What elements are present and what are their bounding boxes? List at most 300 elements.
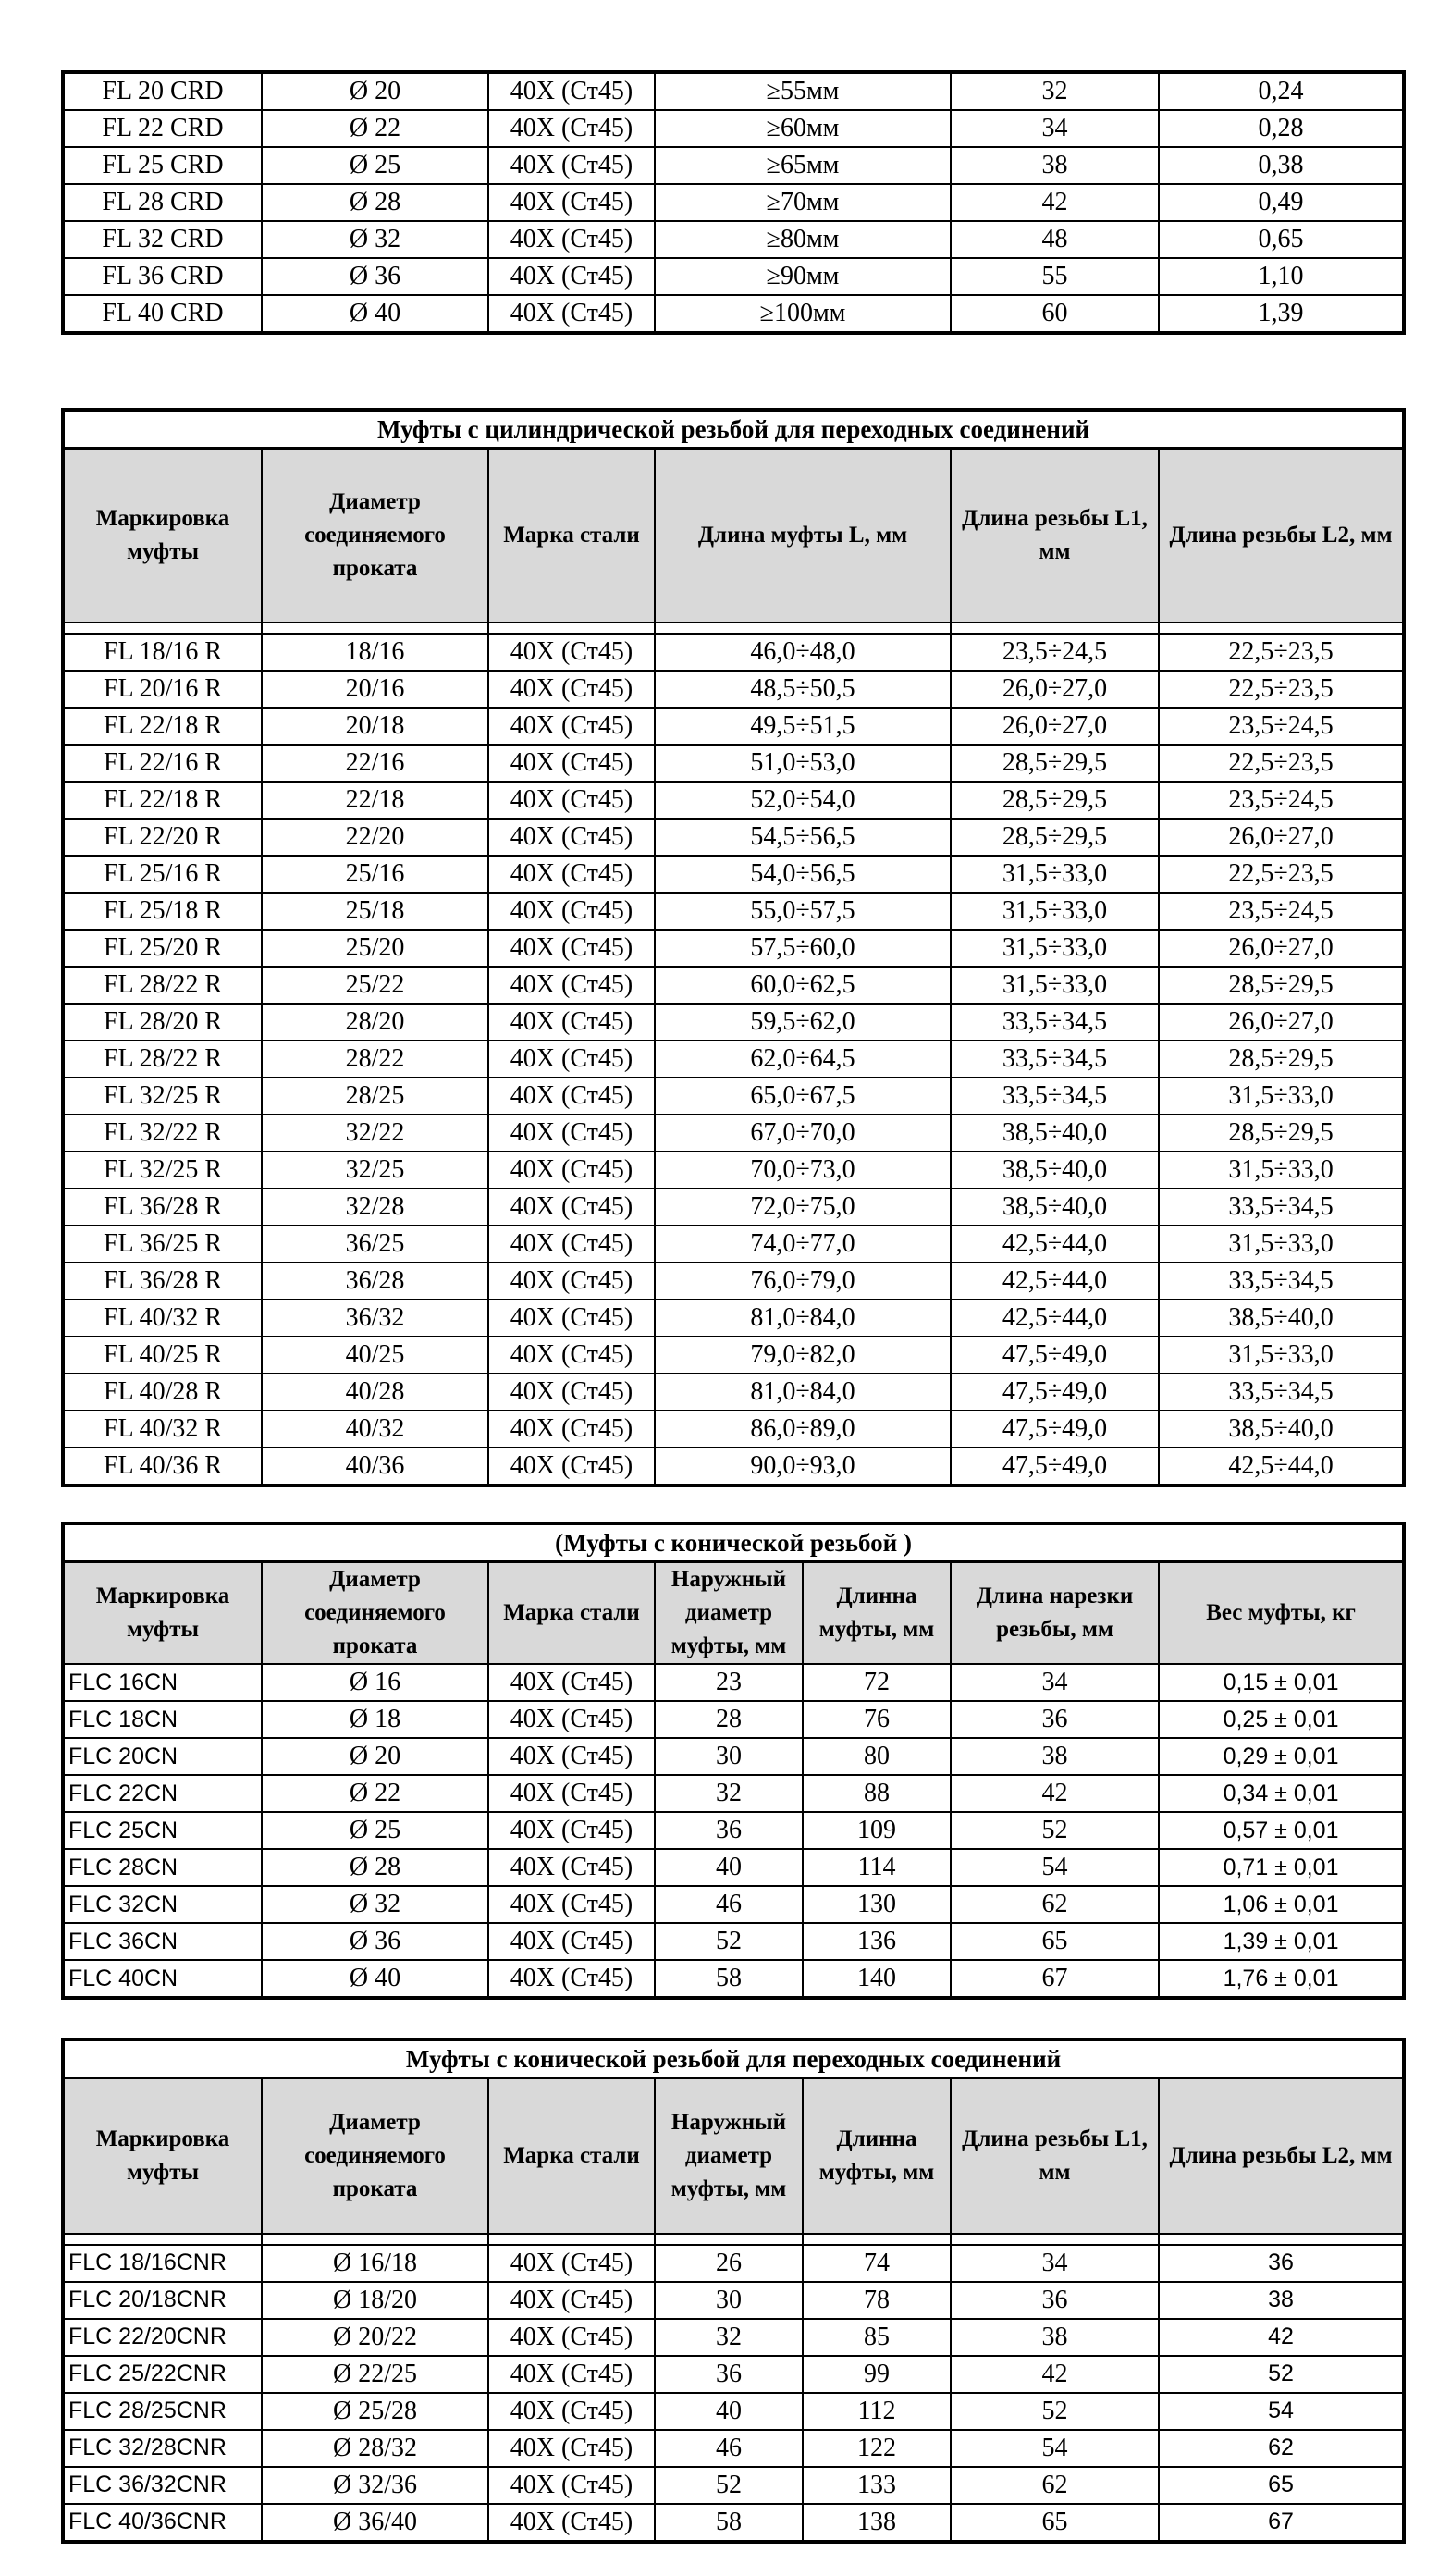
table-row	[63, 1886, 1404, 1923]
table-row	[63, 671, 1404, 708]
table-cell: 40Х (Ст45)	[488, 1775, 655, 1812]
table-cell: FL 22 CRD	[63, 110, 262, 147]
table-cell: FL 25/16 R	[63, 856, 262, 893]
table-cell: 33,5÷34,5	[1159, 1189, 1404, 1226]
table-cell: FL 22/16 R	[63, 745, 262, 782]
table-cell: 70,0÷73,0	[655, 1152, 951, 1189]
table-row	[63, 1226, 1404, 1263]
table-cell: 40Х (Ст45)	[488, 184, 655, 221]
table-cell: 36	[655, 2356, 803, 2393]
table-cell: 28,5÷29,5	[1159, 1041, 1404, 1078]
table-cell: 22/18	[262, 782, 488, 819]
table-cell: FL 36/25 R	[63, 1226, 262, 1263]
table-cell: 40Х (Ст45)	[488, 1374, 655, 1411]
table-cell: 34	[951, 1664, 1159, 1701]
table-cell: 40Х (Ст45)	[488, 2467, 655, 2504]
table-cell: 32/28	[262, 1189, 488, 1226]
table-cell: 26,0÷27,0	[1159, 819, 1404, 856]
column-header: Маркировка муфты	[63, 2078, 262, 2234]
table-row	[63, 1448, 1404, 1485]
table-cell: 46	[655, 2430, 803, 2467]
table-cell: FLC 18/16CNR	[63, 2245, 262, 2282]
table-cell: 40Х (Ст45)	[488, 2282, 655, 2319]
table-cell: 40Х (Ст45)	[488, 2393, 655, 2430]
table-cell: 138	[803, 2504, 951, 2542]
table-cell: 28/25	[262, 1078, 488, 1115]
table-cell: 38,5÷40,0	[1159, 1411, 1404, 1448]
table-cell: 31,5÷33,0	[1159, 1152, 1404, 1189]
table-cell: 0,15 ± 0,01	[1159, 1664, 1404, 1701]
table-cell: FL 32 CRD	[63, 221, 262, 258]
column-header: Длинна муфты, мм	[803, 1562, 951, 1665]
table-cell: 32	[951, 72, 1159, 110]
table-conical-transition-couplings	[61, 2038, 1406, 2544]
table-cell: 48	[951, 221, 1159, 258]
table-cell: 33,5÷34,5	[1159, 1263, 1404, 1300]
table-cell: 28,5÷29,5	[1159, 1115, 1404, 1152]
table-cell: FLC 20CN	[63, 1738, 262, 1775]
table-cell: 32	[655, 2319, 803, 2356]
table-cell: 0,49	[1159, 184, 1404, 221]
table-cell: Ø 22	[262, 1775, 488, 1812]
table-cell: 49,5÷51,5	[655, 708, 951, 745]
table-cell: 42,5÷44,0	[1159, 1448, 1404, 1485]
table-cell: FL 40/32 R	[63, 1411, 262, 1448]
column-header: Длина муфты L, мм	[655, 449, 951, 622]
spacer-cell	[488, 622, 655, 634]
table-cell: FL 40/28 R	[63, 1374, 262, 1411]
table-cell: 52	[951, 2393, 1159, 2430]
table-cell: 20/16	[262, 671, 488, 708]
table-cell: FLC 32/28CNR	[63, 2430, 262, 2467]
table-cell: 31,5÷33,0	[1159, 1078, 1404, 1115]
table-cell: 31,5÷33,0	[1159, 1337, 1404, 1374]
table-cell: 90,0÷93,0	[655, 1448, 951, 1485]
table-cell: ≥60мм	[655, 110, 951, 147]
table-cell: Ø 32	[262, 1886, 488, 1923]
spacer-cell	[262, 2234, 488, 2245]
table-cell: 114	[803, 1849, 951, 1886]
table-cell: FLC 22/20CNR	[63, 2319, 262, 2356]
table-row	[63, 1960, 1404, 1998]
spacer-cell	[655, 2234, 803, 2245]
column-header: Марка стали	[488, 449, 655, 622]
table-cell: FL 40/25 R	[63, 1337, 262, 1374]
table-cell: 40Х (Ст45)	[488, 1041, 655, 1078]
table-cell: 74,0÷77,0	[655, 1226, 951, 1263]
column-header: Диаметр соединяемого проката	[262, 2078, 488, 2234]
table-cell: 51,0÷53,0	[655, 745, 951, 782]
table-cell: 38	[1159, 2282, 1404, 2319]
table-cell: FLC 36/32CNR	[63, 2467, 262, 2504]
table-cell: FLC 25/22CNR	[63, 2356, 262, 2393]
table-cell: 1,39	[1159, 295, 1404, 333]
table-row	[63, 708, 1404, 745]
table-row	[63, 110, 1404, 147]
table-row	[63, 893, 1404, 930]
table-cell: 31,5÷33,0	[951, 856, 1159, 893]
table-cell: ≥65мм	[655, 147, 951, 184]
table-cell: 57,5÷60,0	[655, 930, 951, 967]
spacer-cell	[63, 2234, 262, 2245]
table-cell: FL 28/22 R	[63, 1041, 262, 1078]
table-row	[63, 634, 1404, 671]
column-header: Длина резьбы L2, мм	[1159, 449, 1404, 622]
table-cell: 40Х (Ст45)	[488, 1960, 655, 1998]
table-row	[63, 2504, 1404, 2542]
table-cell: FL 32/22 R	[63, 1115, 262, 1152]
table-cell: 62	[951, 1886, 1159, 1923]
table-cell: Ø 32	[262, 221, 488, 258]
table-cell: 40Х (Ст45)	[488, 72, 655, 110]
spacer-cell	[951, 622, 1159, 634]
table-cell: 40Х (Ст45)	[488, 1886, 655, 1923]
table-cell: 36/25	[262, 1226, 488, 1263]
table-cell: Ø 28/32	[262, 2430, 488, 2467]
table-row	[63, 1152, 1404, 1189]
table-cell: 40Х (Ст45)	[488, 634, 655, 671]
table-cell: Ø 22	[262, 110, 488, 147]
column-header: Диаметр соединяемого проката	[262, 1562, 488, 1665]
table-cell: 32	[655, 1775, 803, 1812]
table-cell: 52	[655, 1923, 803, 1960]
table-cell: 40Х (Ст45)	[488, 1004, 655, 1041]
table-row	[63, 1701, 1404, 1738]
table-row	[63, 782, 1404, 819]
table-cell: FL 28/20 R	[63, 1004, 262, 1041]
table-cell: 33,5÷34,5	[951, 1004, 1159, 1041]
column-header: Длина резьбы L1, мм	[951, 449, 1159, 622]
table-cell: 40/28	[262, 1374, 488, 1411]
table-cell: 0,34 ± 0,01	[1159, 1775, 1404, 1812]
table-cell: Ø 20	[262, 72, 488, 110]
table-cell: FLC 32CN	[63, 1886, 262, 1923]
table-cell: 0,24	[1159, 72, 1404, 110]
table-cell: Ø 36/40	[262, 2504, 488, 2542]
table-row	[63, 1849, 1404, 1886]
spacer-cell	[488, 2234, 655, 2245]
table-row	[63, 967, 1404, 1004]
table-cell: 47,5÷49,0	[951, 1374, 1159, 1411]
table-cell: 40Х (Ст45)	[488, 1115, 655, 1152]
table-row	[63, 1664, 1404, 1701]
table-caption: Муфты с цилиндрической резьбой для переходных соединений	[63, 410, 1404, 449]
table-cell: 38	[951, 147, 1159, 184]
table-cell: FL 40/32 R	[63, 1300, 262, 1337]
table-cell: 40Х (Ст45)	[488, 258, 655, 295]
table-cell: 99	[803, 2356, 951, 2393]
table-cell: 40Х (Ст45)	[488, 1664, 655, 1701]
table-cell: Ø 28	[262, 1849, 488, 1886]
table-cell: Ø 18	[262, 1701, 488, 1738]
table-cell: 36/32	[262, 1300, 488, 1337]
table-cell: 26	[655, 2245, 803, 2282]
table-cell: 40Х (Ст45)	[488, 2319, 655, 2356]
table-cell: ≥90мм	[655, 258, 951, 295]
spacer-cell	[1159, 622, 1404, 634]
table-cell: 33,5÷34,5	[951, 1041, 1159, 1078]
table-row	[63, 856, 1404, 893]
table-cell: 23,5÷24,5	[1159, 708, 1404, 745]
table-cell: 40Х (Ст45)	[488, 2245, 655, 2282]
table-cell: 122	[803, 2430, 951, 2467]
table-cell: 26,0÷27,0	[1159, 1004, 1404, 1041]
table-cell: FL 40 CRD	[63, 295, 262, 333]
table-row	[63, 1337, 1404, 1374]
spacer-cell	[951, 2234, 1159, 2245]
table-cell: 40Х (Ст45)	[488, 1078, 655, 1115]
table-cell: 130	[803, 1886, 951, 1923]
table-cell: 33,5÷34,5	[1159, 1374, 1404, 1411]
table-cell: 79,0÷82,0	[655, 1337, 951, 1374]
table-cell: 0,38	[1159, 147, 1404, 184]
table-cell: 40Х (Ст45)	[488, 1226, 655, 1263]
table-cell: 34	[951, 2245, 1159, 2282]
table-cell: 0,28	[1159, 110, 1404, 147]
table-cell: 31,5÷33,0	[951, 930, 1159, 967]
table-cell: 0,65	[1159, 221, 1404, 258]
table-cell: 25/22	[262, 967, 488, 1004]
table-cell: 112	[803, 2393, 951, 2430]
table-cell: 52	[1159, 2356, 1404, 2393]
table-cell: 1,10	[1159, 258, 1404, 295]
table-cell: 32/25	[262, 1152, 488, 1189]
table-cell: 23	[655, 1664, 803, 1701]
table-cell: 40Х (Ст45)	[488, 110, 655, 147]
table-cell: 52	[655, 2467, 803, 2504]
table-cell: 40Х (Ст45)	[488, 147, 655, 184]
table-cell: FLC 20/18CNR	[63, 2282, 262, 2319]
table-cell: 81,0÷84,0	[655, 1300, 951, 1337]
table-cell: 58	[655, 1960, 803, 1998]
table-cell: ≥100мм	[655, 295, 951, 333]
table-cell: 40Х (Ст45)	[488, 930, 655, 967]
table-cell: 31,5÷33,0	[951, 893, 1159, 930]
column-header: Марка стали	[488, 2078, 655, 2234]
table-row	[63, 1923, 1404, 1960]
table-row	[63, 1004, 1404, 1041]
table-cell: FL 25/18 R	[63, 893, 262, 930]
table-cell: 40Х (Ст45)	[488, 671, 655, 708]
table-cell: 23,5÷24,5	[1159, 893, 1404, 930]
table-caption: (Муфты с конической резьбой )	[63, 1523, 1404, 1562]
table-cell: 48,5÷50,5	[655, 671, 951, 708]
table-cell: Ø 25	[262, 147, 488, 184]
table-cell: Ø 20	[262, 1738, 488, 1775]
table-cell: 28,5÷29,5	[951, 782, 1159, 819]
table-cell: 0,29 ± 0,01	[1159, 1738, 1404, 1775]
table-row	[63, 819, 1404, 856]
table-cell: 47,5÷49,0	[951, 1337, 1159, 1374]
table-cell: 72	[803, 1664, 951, 1701]
table-cell: 36	[1159, 2245, 1404, 2282]
table-cell: Ø 40	[262, 295, 488, 333]
table-cell: 25/18	[262, 893, 488, 930]
table-cell: 40/36	[262, 1448, 488, 1485]
table-cell: FL 32/25 R	[63, 1078, 262, 1115]
table-row	[63, 2430, 1404, 2467]
table-cell: 32/22	[262, 1115, 488, 1152]
table-cell: ≥70мм	[655, 184, 951, 221]
table-cell: Ø 40	[262, 1960, 488, 1998]
table-cell: FLC 40CN	[63, 1960, 262, 1998]
table-cell: FL 32/25 R	[63, 1152, 262, 1189]
table-row	[63, 2282, 1404, 2319]
table-row	[63, 1775, 1404, 1812]
table-cell: 40Х (Ст45)	[488, 2356, 655, 2393]
table-cell: FLC 28CN	[63, 1849, 262, 1886]
table-cell: 65	[951, 2504, 1159, 2542]
table-cell: 85	[803, 2319, 951, 2356]
table-cell: FL 36/28 R	[63, 1189, 262, 1226]
column-header: Маркировка муфты	[63, 1562, 262, 1665]
table-cell: 55	[951, 258, 1159, 295]
table-cell: 42,5÷44,0	[951, 1226, 1159, 1263]
table-cell: 30	[655, 2282, 803, 2319]
table-cell: 40/25	[262, 1337, 488, 1374]
table-row	[63, 1189, 1404, 1226]
table-cell: 28/22	[262, 1041, 488, 1078]
table-cell: 78	[803, 2282, 951, 2319]
table-cell: 25/20	[262, 930, 488, 967]
table-cell: ≥80мм	[655, 221, 951, 258]
table-cell: 40Х (Ст45)	[488, 1701, 655, 1738]
table-cell: 136	[803, 1923, 951, 1960]
table-cell: 38,5÷40,0	[951, 1189, 1159, 1226]
table-crd-couplings	[61, 70, 1406, 335]
table-cell: 67,0÷70,0	[655, 1115, 951, 1152]
table-cell: 133	[803, 2467, 951, 2504]
table-cell: 40	[655, 2393, 803, 2430]
table-cell: 40Х (Ст45)	[488, 819, 655, 856]
table-cell: Ø 16	[262, 1664, 488, 1701]
table-cell: Ø 16/18	[262, 2245, 488, 2282]
table-cell: 0,25 ± 0,01	[1159, 1701, 1404, 1738]
table-caption: Муфты с конической резьбой для переходных соединений	[63, 2040, 1404, 2078]
table-cell: 36	[655, 1812, 803, 1849]
table-cell: 54,0÷56,5	[655, 856, 951, 893]
table-cell: 23,5÷24,5	[951, 634, 1159, 671]
table-row	[63, 1411, 1404, 1448]
spacer-cell	[63, 622, 262, 634]
table-row	[63, 2245, 1404, 2282]
table-cell: 62	[951, 2467, 1159, 2504]
column-header: Длина резьбы L1, мм	[951, 2078, 1159, 2234]
table-cell: 40Х (Ст45)	[488, 1263, 655, 1300]
table-cell: 31,5÷33,0	[951, 967, 1159, 1004]
table-cell: 62,0÷64,5	[655, 1041, 951, 1078]
table-cell: 42,5÷44,0	[951, 1263, 1159, 1300]
column-header: Маркировка муфты	[63, 449, 262, 622]
table-cell: Ø 28	[262, 184, 488, 221]
table-row	[63, 147, 1404, 184]
table-cell: Ø 25	[262, 1812, 488, 1849]
table-cell: 36	[951, 1701, 1159, 1738]
table-cell: 38	[951, 1738, 1159, 1775]
table-cell: FL 18/16 R	[63, 634, 262, 671]
table-cell: FL 36 CRD	[63, 258, 262, 295]
table-cell: 65	[1159, 2467, 1404, 2504]
table-cell: 59,5÷62,0	[655, 1004, 951, 1041]
table-cell: 109	[803, 1812, 951, 1849]
spacer-cell	[262, 622, 488, 634]
table-cell: 40Х (Ст45)	[488, 1300, 655, 1337]
table-cell: 40Х (Ст45)	[488, 1738, 655, 1775]
table-cell: FL 36/28 R	[63, 1263, 262, 1300]
table-cell: 40Х (Ст45)	[488, 221, 655, 258]
table-row	[63, 258, 1404, 295]
table-cell: 42	[951, 1775, 1159, 1812]
table-row	[63, 1812, 1404, 1849]
table-row	[63, 2467, 1404, 2504]
table-cell: FL 22/20 R	[63, 819, 262, 856]
table-cell: FL 25 CRD	[63, 147, 262, 184]
table-cell: 42	[1159, 2319, 1404, 2356]
table-row	[63, 1115, 1404, 1152]
table-cell: FLC 28/25CNR	[63, 2393, 262, 2430]
table-cell: Ø 32/36	[262, 2467, 488, 2504]
table-cell: 42	[951, 2356, 1159, 2393]
table-cell: 40Х (Ст45)	[488, 1411, 655, 1448]
table-cell: FLC 25CN	[63, 1812, 262, 1849]
table-cell: 67	[951, 1960, 1159, 1998]
table-cell: FL 22/18 R	[63, 708, 262, 745]
table-cell: 40	[655, 1849, 803, 1886]
table-row	[63, 184, 1404, 221]
column-header: Наружный диаметр муфты, мм	[655, 1562, 803, 1665]
table-cell: 26,0÷27,0	[1159, 930, 1404, 967]
table-cell: 40Х (Ст45)	[488, 745, 655, 782]
table-cell: 42	[951, 184, 1159, 221]
table-cell: 67	[1159, 2504, 1404, 2542]
table-cell: 47,5÷49,0	[951, 1448, 1159, 1485]
column-header: Длина нарезки резьбы, мм	[951, 1562, 1159, 1665]
table-cell: 28	[655, 1701, 803, 1738]
table-cell: 62	[1159, 2430, 1404, 2467]
table-cell: FLC 40/36CNR	[63, 2504, 262, 2542]
table-cell: FL 22/18 R	[63, 782, 262, 819]
table-cell: 26,0÷27,0	[951, 708, 1159, 745]
table-cell: 65,0÷67,5	[655, 1078, 951, 1115]
table-cell: FL 28 CRD	[63, 184, 262, 221]
table-cell: 22/16	[262, 745, 488, 782]
table-cell: 1,06 ± 0,01	[1159, 1886, 1404, 1923]
table-cell: 40Х (Ст45)	[488, 1849, 655, 1886]
column-header: Наружный диаметр муфты, мм	[655, 2078, 803, 2234]
table-cell: FL 20/16 R	[63, 671, 262, 708]
table-cylindrical-transition-couplings	[61, 408, 1406, 1487]
table-cell: FL 28/22 R	[63, 967, 262, 1004]
table-cell: 40Х (Ст45)	[488, 782, 655, 819]
table-cell: Ø 20/22	[262, 2319, 488, 2356]
table-row	[63, 2393, 1404, 2430]
table-row	[63, 930, 1404, 967]
table-row	[63, 72, 1404, 110]
table-cell: 28,5÷29,5	[951, 819, 1159, 856]
table-cell: 38,5÷40,0	[951, 1152, 1159, 1189]
table-cell: 28/20	[262, 1004, 488, 1041]
table-cell: FL 25/20 R	[63, 930, 262, 967]
table-cell: FLC 16CN	[63, 1664, 262, 1701]
table-cell: 52,0÷54,0	[655, 782, 951, 819]
table-cell: 46	[655, 1886, 803, 1923]
table-cell: 40Х (Ст45)	[488, 1448, 655, 1485]
table-cell: 54	[951, 2430, 1159, 2467]
table-cell: Ø 18/20	[262, 2282, 488, 2319]
table-cell: 36	[951, 2282, 1159, 2319]
table-cell: 52	[951, 1812, 1159, 1849]
table-cell: 58	[655, 2504, 803, 2542]
